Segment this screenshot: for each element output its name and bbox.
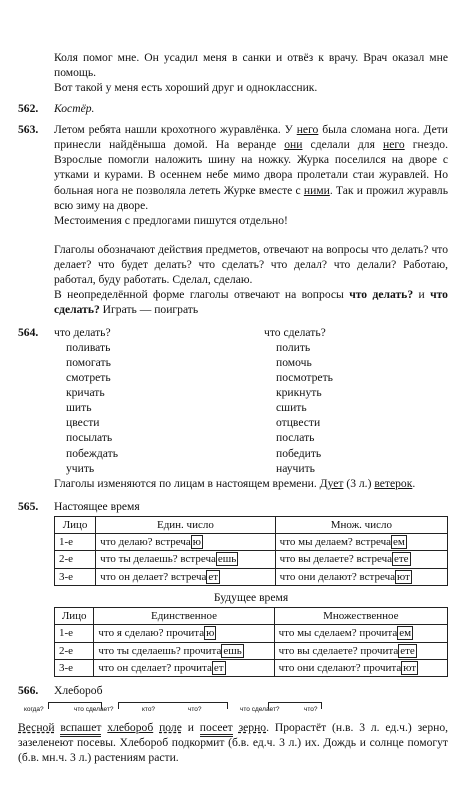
exercise-562 [18,101,448,116]
rule-note: Местоимения с предлогами пишутся отдельно! [54,213,288,227]
verb-imperfective: побеждать [66,446,119,460]
column-header-left: что делать? [54,326,111,339]
exercise-564 [18,325,448,491]
verb-form: что вы делаете? встреча [279,553,392,566]
singular-cell [96,568,276,585]
exercise-564-footer [54,476,448,491]
plural-cell [275,551,447,568]
plural-cell [275,568,447,585]
dependency-arc [48,702,102,709]
object-word: поле [159,721,182,735]
bold-question: что делать? [349,287,414,301]
text-segment: . Так и прожил журавль всю зиму на дворе. [54,183,448,212]
intro-line-2: Вот такой у меня есть хороший друг и одноклассник. [54,81,318,95]
verb-perfective: полить [276,341,311,355]
verb-perfective: отцвести [276,416,321,430]
column-header: Единственное [94,608,274,625]
exercise-title: Костёр. [54,102,95,116]
ending-box: ю [192,536,201,549]
exercise-number: 565. [18,499,39,513]
table-row [55,568,448,585]
ending-box: ю [206,627,215,640]
text-segment: Играть — поиграть [99,302,199,316]
future-tense-title: Будущее время [213,590,289,604]
bold-question: что сделать? [54,287,448,316]
column-header: Лицо [55,608,94,625]
verb-form: что они делают? встреча [279,570,395,583]
text-segment: . Прорастёт (н.в. 3 л. ед.ч.) зерно, зазеленеют посевы. Хлебороб подкормит (б.в. ед.ч. 3 л.) их. Дождь и солнце помогут (б.в. мн.ч. 3 л.) растениям расти. [18,721,449,765]
verb-imperfective: цвести [66,416,100,430]
verb-form: что мы сделаем? прочита [278,627,398,640]
rule-paragraph-1: Глаголы обозначают действия предметов, отвечают на вопросы что делать? что делает? что будет делать? что сделать? что делал? что делали? Работаю, работал, буду работать. Сделал, сделаю. [54,242,448,286]
verb-form: что ты делаешь? встреча [100,553,216,566]
exercise-number: 563. [18,123,39,137]
exercise-566 [18,683,448,698]
singular-cell [94,642,274,659]
verb-predicate: Дует [319,476,344,490]
question-label: что сделает? [74,706,114,714]
plural-cell [275,534,447,551]
table-row [55,642,448,659]
question-label: кто? [142,706,156,714]
text-segment: (3 л.) [343,476,375,490]
verb-perfective: послать [276,431,315,445]
predicate-word: вспашет [60,721,101,737]
subject-word: хлебороб [107,721,154,735]
object-word: зерно [238,721,267,735]
verb-form: что делаю? встреча [100,536,191,549]
verb-form: что мы делаем? встреча [279,536,392,549]
table-header-row [55,516,448,533]
textbook-page [18,50,448,765]
table-row [55,534,448,551]
rule-paragraph-2 [18,287,448,317]
text-segment: была сломана нога. Дети принесли найдёныша домой. На веранде [54,123,448,152]
pronoun: они [284,138,303,152]
plural-cell [274,625,447,642]
column-header: Множ. число [275,516,447,533]
adverbial-word: Весной [18,721,55,735]
column-header: Един. число [96,516,276,533]
text-segment: и [181,721,200,735]
verb-imperfective: посылать [66,431,113,445]
singular-cell [96,534,276,551]
verb-imperfective: поливать [66,341,111,355]
text-segment: гнездо. Взрослые помогли наложить шину на ножку. Журка поселился на дворе с утками и курами. В осеннем небе мимо двора пролетали стаи журавлей. Но больная нога не позволяла лететь Журке вместе с [54,138,448,197]
verb-imperfective: смотреть [66,371,111,385]
person-cell: 1-е [55,534,96,551]
person-cell: 1-е [55,625,94,642]
text-segment: Глаголы изменяются по лицам в настоящем времени. [54,476,320,490]
table-row [55,551,448,568]
question-label: что сделает? [240,706,280,714]
verb-form: что они сделают? прочита [278,661,402,674]
verb-perfective: крикнуть [276,386,322,400]
verb-perfective: помочь [276,356,312,370]
plural-cell [274,659,447,676]
verb-form: что вы сделаете? прочита [278,644,399,657]
ending-box: ем [393,536,405,549]
singular-cell [96,551,276,568]
question-label: когда? [24,706,44,714]
text-segment: Летом ребята нашли крохотного журавлёнка. У [54,123,297,137]
ending-box: ете [393,553,409,566]
present-tense-table [54,516,448,586]
verb-form: что я сделаю? прочита [98,627,205,640]
exercise-566-text [18,720,448,765]
ending-box: ете [400,644,415,657]
pronoun: него [383,138,405,152]
ending-box: ешь [223,644,242,657]
ending-box: ют [403,661,417,674]
future-tense-table [54,607,448,677]
exercise-565 [18,499,448,678]
person-cell: 3-е [55,568,96,585]
text-segment: . [412,476,416,490]
table-row [55,625,448,642]
ending-box: ем [399,627,412,640]
text-segment: сделали для [302,138,384,152]
exercise-number: 564. [18,326,39,339]
exercise-number: 566. [18,684,39,698]
verb-form: что он сделает? прочита [98,661,212,674]
plural-cell [274,642,447,659]
question-label: что? [188,706,202,714]
text-segment: и [413,287,431,301]
verb-columns [54,325,448,476]
person-cell: 3-е [55,659,94,676]
question-marks [18,698,448,720]
exercise-563 [18,122,448,227]
verb-imperfective: шить [66,401,92,415]
ending-box: ет [213,661,224,674]
exercise-number: 562. [18,102,39,116]
person-cell: 2-е [55,642,94,659]
pronoun: него [296,123,319,137]
present-tense-title: Настоящее время [54,499,140,513]
column-header: Лицо [55,516,96,533]
table-row [55,659,448,676]
verb-perfective: научить [276,461,315,475]
verb-imperfective: кричать [66,386,105,400]
dependency-arc [268,702,322,709]
singular-cell [94,625,274,642]
verb-imperfective: помогать [66,356,111,370]
question-label: что? [304,706,318,714]
ending-box: ют [396,570,410,583]
ending-box: ет [208,570,219,583]
column-header: Множественное [274,608,447,625]
column-header-right: что сделать? [264,326,326,339]
predicate-word: посеет [200,721,233,737]
verb-form: что он делает? встреча [100,570,207,583]
table-header-row [55,608,448,625]
person-cell: 2-е [55,551,96,568]
exercise-title: Хлебороб [54,684,103,698]
verb-imperfective: учить [66,461,95,475]
dependency-arc [118,702,228,709]
verb-form: что ты сделаешь? прочита [98,644,222,657]
verb-perfective: победить [276,446,322,460]
singular-cell [94,659,274,676]
verb-perfective: сшить [276,401,307,415]
pronoun: ними [303,183,330,197]
verb-perfective: посмотреть [276,371,333,385]
intro-line-1: Коля помог мне. Он усадил меня в санки и отвёз к врачу. Врач оказал мне помощь. [54,51,448,80]
subject-word: ветерок [374,476,413,490]
text-segment: В неопределённой форме глаголы отвечают на вопросы [54,287,350,301]
ending-box: ешь [217,553,237,566]
